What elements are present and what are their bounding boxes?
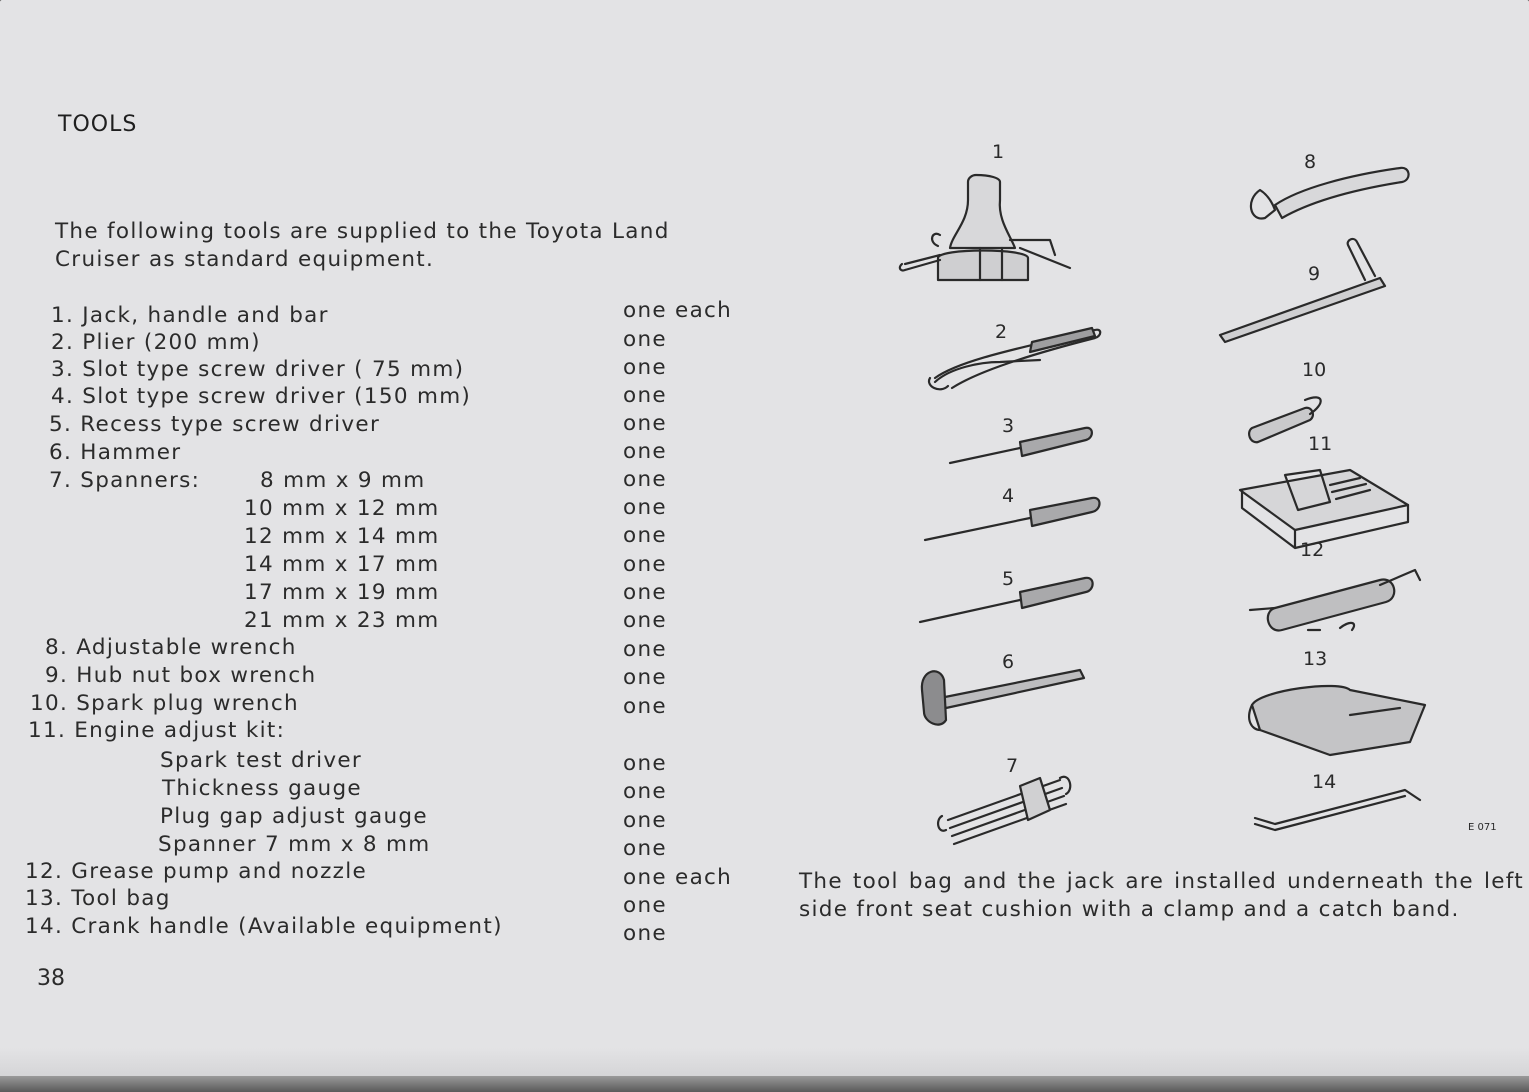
figure-label: 11: [1308, 433, 1333, 455]
list-item: 5. Recess type screw driver: [49, 412, 381, 437]
kit-item: Spanner 7 mm x 8 mm: [158, 832, 431, 857]
spanner-qty: one: [623, 495, 667, 520]
figure-label: 13: [1303, 648, 1328, 670]
grease-pump-drawing: [1250, 570, 1420, 630]
list-item-qty: one: [623, 637, 667, 662]
spanner-qty: one: [623, 467, 667, 492]
list-item: 13. Tool bag: [25, 886, 171, 911]
jack-drawing: [900, 175, 1070, 280]
small-screwdriver-drawing: [950, 428, 1092, 463]
kit-item-qty: one: [623, 779, 667, 804]
figure-caption: The tool bag and the jack are installed underneath the left side front seat cushion with a clamp and a catch band.: [799, 869, 1524, 922]
figure-label: 7: [1006, 755, 1019, 777]
intro-paragraph: The following tools are supplied to the Toyota Land Cruiser as standard equipment.: [55, 219, 670, 272]
spanner-qty: one: [623, 523, 667, 548]
list-item: 6. Hammer: [49, 440, 182, 465]
book-edge: [0, 1076, 1529, 1092]
figure-label: 3: [1002, 415, 1015, 437]
kit-item-qty: one: [623, 836, 667, 861]
figure-label: 4: [1002, 485, 1015, 507]
page-number: 38: [37, 966, 65, 991]
spanner-size: 10 mm x 12 mm: [244, 496, 440, 521]
spanner-size: 21 mm x 23 mm: [244, 608, 440, 633]
plier-drawing: [929, 328, 1100, 389]
figure-label: 14: [1312, 771, 1337, 793]
spanner-size: 8 mm x 9 mm: [260, 468, 426, 493]
list-item-qty: one: [623, 893, 667, 918]
spanner-qty: one: [623, 608, 667, 633]
list-item: 10. Spark plug wrench: [30, 691, 299, 716]
list-item: 2. Plier (200 mm): [51, 330, 261, 355]
list-item-qty: one: [623, 665, 667, 690]
kit-item: Spark test driver: [160, 748, 363, 773]
list-item-qty: one: [623, 439, 667, 464]
list-item-qty: one each: [623, 298, 733, 323]
list-item-qty: one: [623, 921, 667, 946]
list-item: 3. Slot type screw driver ( 75 mm): [51, 357, 465, 382]
spanners-drawing: [938, 777, 1070, 844]
figure-label: 9: [1308, 263, 1321, 285]
spanner-size: 12 mm x 14 mm: [244, 524, 440, 549]
figure-label: 1: [992, 141, 1005, 163]
figure-label: 6: [1002, 651, 1015, 673]
list-item-qty: one: [623, 327, 667, 352]
figure-label: 5: [1002, 568, 1015, 590]
list-item: 12. Grease pump and nozzle: [25, 859, 368, 884]
list-item: 11. Engine adjust kit:: [28, 718, 286, 743]
kit-item: Thickness gauge: [162, 776, 362, 801]
kit-item-qty: one: [623, 808, 667, 833]
kit-item-qty: one: [623, 751, 667, 776]
spanner-qty: one: [623, 552, 667, 577]
figure-code: E 071: [1468, 822, 1497, 833]
list-item: 4. Slot type screw driver (150 mm): [51, 384, 472, 409]
tool-bag-drawing: [1249, 686, 1425, 755]
figure-label: 12: [1300, 539, 1325, 561]
kit-item: Plug gap adjust gauge: [160, 804, 428, 829]
list-item: 9. Hub nut box wrench: [45, 663, 317, 688]
spanner-qty: one: [623, 580, 667, 605]
figure-label: 8: [1304, 151, 1317, 173]
list-item-qty: one: [623, 411, 667, 436]
tools-illustration: [880, 130, 1520, 860]
page-title: TOOLS: [58, 112, 138, 137]
list-item: 7. Spanners:: [49, 468, 201, 493]
engine-kit-drawing: [1240, 470, 1408, 548]
hammer-drawing: [922, 670, 1084, 725]
spanner-size: 14 mm x 17 mm: [244, 552, 440, 577]
figure-label: 2: [995, 321, 1008, 343]
list-item-qty: one: [623, 694, 667, 719]
adjustable-wrench-drawing: [1251, 168, 1409, 219]
list-item: 14. Crank handle (Available equipment): [25, 914, 503, 939]
figure-label: 10: [1302, 359, 1327, 381]
list-item: 8. Adjustable wrench: [45, 635, 297, 660]
list-item-qty: one each: [623, 865, 733, 890]
crank-handle-drawing: [1255, 790, 1420, 830]
box-wrench-drawing: [1220, 239, 1385, 342]
list-item: 1. Jack, handle and bar: [51, 303, 329, 328]
spanner-size: 17 mm x 19 mm: [244, 580, 440, 605]
list-item-qty: one: [623, 355, 667, 380]
list-item-qty: one: [623, 383, 667, 408]
